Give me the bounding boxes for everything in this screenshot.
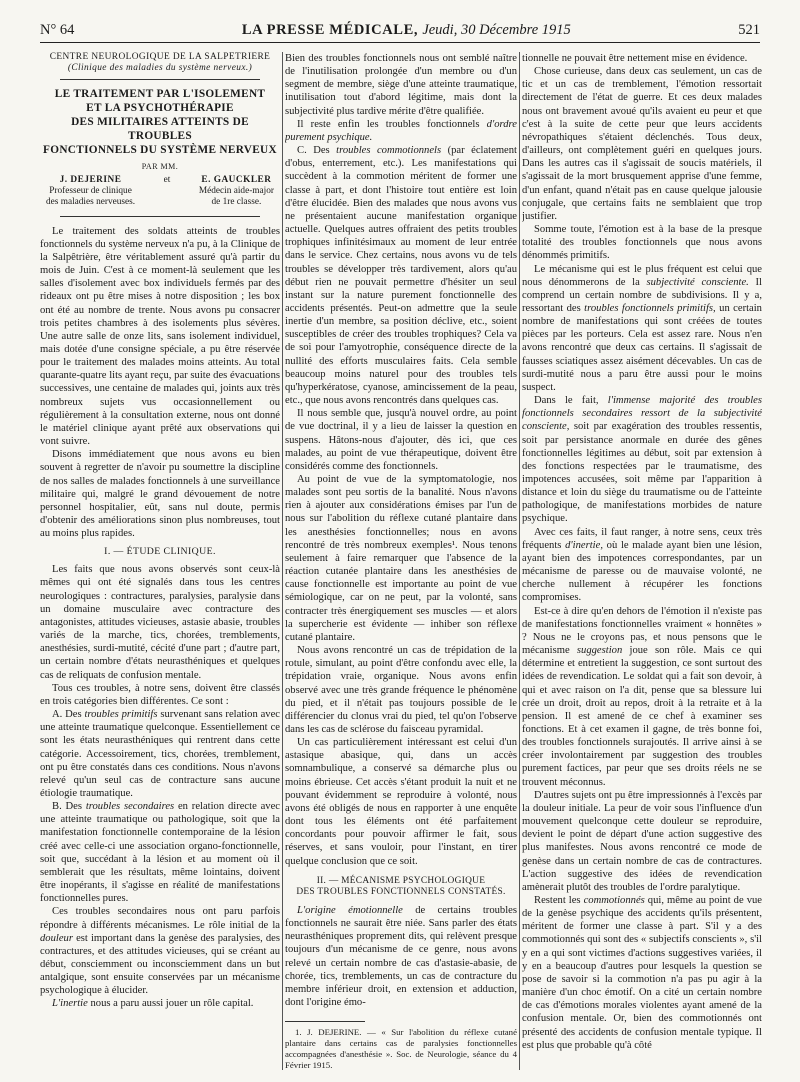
paragraph: Tous ces troubles, à notre sens, doivent être classés en trois catégories bien différentes. Ce sont : [40,682,280,707]
section-heading-clinical: I. — ÉTUDE CLINIQUE. [104,546,216,558]
article-title: LE TRAITEMENT PAR L'ISOLEMENT ET LA PSYCHOTHÉRAPIE DES MILITAIRES ATTEINTS DE TROUBLES FONCTIONNELS DU SYSTÈME NERVEUX [43,87,277,157]
paragraph: Au point de vue de la symptomatologie, nos malades sont peu sortis de la banalité. Nous n'avons rien à ajouter aux considérations émises par l'un de nous sur l'abolition du réflexe cutané plantaire dans les anesthésies fonctionnelles; nous en avons rencontré de très nombreux exemples¹. Nous tenons seulement à faire remarquer que l'absence de la réaction cutanée plantaire dans les anesthésies de cause fonctionnelle est importante au point de vue sémiologique, car on ne peut, par la volonté, sans contracter très énergiquement ses muscles — et alors la supercherie est évidente — inhiber son réflexe cutané plantaire. [285,474,517,643]
column-1 [40,52,280,1072]
column-3 [522,52,762,1072]
paragraph: D'autres sujets ont pu être impressionnés à l'excès par la douleur initiale. La peur de voir sous l'influence d'un mouvement quelconque cette douleur se reproduire, devient le point de départ d'une action suggestive des plus manifestes. Nous avons rencontré ce mode de genèse dans un certain nombre de cas de contractures. L'action suggestive des idées de revendication amènerait plutôt des troubles de l'ordre paralytique. [522,789,762,893]
paragraph: Restent les commotionnés qui, même au point de vue de la genèse psychique des accidents qu'ils présentent, méritent de former une classe à part. S'il y a des commotionnés qui sont des « subjectifs conscients », s'il y en a qui sont victimes d'actions suggestives variées, il y en a beaucoup d'autres pour lesquels la question se pose de savoir si la commotion n'a pas pu agir à la manière d'un choc émotif. On a cité un certain nombre de cas d'émotions morales violentes ayant amené de la confusion mentale. Or, bien des commotionnés ont présenté des accidents de confusion mentale typique. Il est plus que probable qu'à côté [522,895,762,1051]
paragraph: tionnelle ne pouvait être nettement mise en évidence. [522,53,748,64]
author-conjunction: et [163,175,171,186]
author-dejerine: J. DEJERINE Professeur de clinique des maladies nerveuses. [46,175,136,208]
paragraph: Avec ces faits, il faut ranger, à notre sens, ceux très fréquents d'inertie, où le malade ayant bien une lésion, ayant bien des impotences correspondantes, par un mécanisme de paresse ou de mauvaise volonté, ne cherche nullement à récupérer les fonctions compromises. [522,526,762,604]
paragraph: Les faits que nous avons observés sont ceux-là mêmes qui ont été signalés dans tous les centres neurologiques : contractures, paralysies, paralysie dans un domaine musculaire avec contracture des antagonistes, attitudes vicieuses, astasie abasie, troubles variés de la marche, tics, chorées, tremblements, anesthésies, surdi-mutité, cécité d'une part ; d'autre part, un certain nombre d'états neurasthéniques et quelques cas de reliquats de confusion mentale. [40,564,280,681]
authors-rule [60,216,260,217]
paragraph: Nous avons rencontré un cas de trépidation de la rotule, simulant, au point d'être confondu avec elle, la trépidation vraie, organique. Nous avons enfin observé avec une très grande fréquence le phénomène du pied, et il n'était pas toujours possible de le différencier du clonus vrai du pied, tel qu'on l'observe dans les cas de sclérose du faisceau pyramidal. [285,645,517,735]
footnote-rule [285,1021,365,1022]
paragraph: Est-ce à dire qu'en dehors de l'émotion il n'existe pas de manifestations fonctionnelles vraiment « honnêtes » ? Nous ne le croyons pas, et nous pensons que le mécanisme suggestion joue son rôle. Mais ce qui détermine et entretient la suggestion, ce sont surtout des idées de revendication. Le soldat qui a fait son devoir, à qui et avec raison on l'a dit, pense que sa blessure lui crée un droit, droit au repos, droit à la retraite et à la pension. Il est amené de ce chef à examiner ses fonctions. Et à cet examen il gagne, de très bonne foi, des troubles fonctionnels surajoutés. Il arrive ainsi à se créer involontairement par suggestion des troubles purement factices, par peur que ses droits réels ne se trouvent méconnus. [522,605,762,788]
paragraph-category-b: B. Des troubles secondaires en relation directe avec une atteinte traumatique ou pathologique, soit que la manifestation fonctionnelle contemporaine de la lésion créé avec celle-ci une association organo-fonctionnelle, soit que, succédant à la lésion et au moment où il semblerait que les résultats, même lointains, doivent être inopérants, il s'agisse en réalité de manifestations fonctionnelles pures. [40,801,280,905]
authors [46,175,274,208]
column-rule-1 [282,52,283,1070]
institution: CENTRE NEUROLOGIQUE DE LA SALPÊTRIÈRE [49,52,271,62]
paragraph: L'origine émotionnelle de certains troubles fonctionnels ne saurait être niée. Sans parler des états neurasthéniques proprement dits, qui relèvent presque toujours d'un mécanisme de ce genre, nous avons relevé un certain nombre de cas d'astasie-abasie, de chorée, tics, tremblements, un cas de contracture du membre inférieur droit, en extension et adduction, dont l'origine émo- [285,904,517,1008]
header-rule [40,42,760,43]
paragraph: Le traitement des soldats atteints de troubles fonctionnels du système nerveux n'a pu, à la Clinique de la Salpêtrière, être véritablement assuré qu'à partir du mois de Juin. C'est à ce moment-là seulement que les salles d'isolement avec box individuels fermés par des rideaux ont pu être mises à notre disposition ; les box ont été au nombre de trente. Nous avons pu consacrer trois petites chambres à des isolements plus sévères. Une autre salle de onze lits, sans isolement individuel, mais dotée d'une consigne spéciale, a pu être réservée pour le traitement des malades moins atteints. Au total quarante-quatre lits ayant reçu, par suite des évacuations successives, une centaine de malades qui, joints aux très nombreux sujets vus occasionnellement ou régulièrement à la consultation externe, nous ont donné le matériel clinique ayant prêté aux observations qui vont suivre. [40,225,280,448]
paragraph: Disons immédiatement que nous avons eu bien souvent à regretter de n'avoir pu soumettre la discipline de nos salles de malades fonctionnels à une surveillance militaire qui, malgré le grand dévouement de notre personnel hospitalier, eût, sans nul doute, permis d'obtenir des améliorations sinon plus nombreuses, tout au moins plus rapides. [40,449,280,540]
institution-subtitle: (Clinique des maladies du système nerveux.) [67,63,253,74]
paragraph-category-a: A. Des troubles primitifs survenant sans relation avec une atteinte traumatique quelconque. Essentiellement ce sont les états neurasthéniques qui rentrent dans cette catégorie. Accessoirement, tics, chorées, tremblement, ont pu être constatés dans ces conditions. Nous n'avons relevé qu'un seul cas de contracture sans aucune étiologie traumatique. [40,709,280,799]
column-2 [285,52,517,1072]
byline-par: PAR MM. [141,162,179,172]
paragraph-category-c: C. Des troubles commotionnels (par éclatement d'obus, enterrement, etc.). Les manifestations qui succèdent à la commotion méritent de former une classe à part, et dont l'histoire tout entière est loin d'être élucidée. Bien des malades que nous avons vus ne présentaient aucune manifestation organique actuelle. Quelques autres offraient des petits troubles trophiques infinitésimaux au moment de leur entrée dans le service. Chez certains, nous avons vu de tels troubles se développer très tardivement, alors qu'au début rien ne pouvait permettre d'hésiter un seul instant sur la nature purement fonctionnelle des accidents présentés. Peut-on admettre que la seule inertie d'un membre, sa position déclive, etc., soient susceptibles de créer des troubles trophiques? Cela va de soi pour l'amyotrophie, conséquence directe de la nullité des efforts musculaires faits. Cela semble beaucoup moins naturel pour des troubles tels qu'hyperkératose, cyanose, amincissement de la peau, etc., que nous avons rencontrés dans quelques cas. [285,145,517,407]
running-head [40,19,760,41]
paragraph: Le mécanisme qui est le plus fréquent est celui que nous dénommerons de la subjectivité consciente. Il comprend un certain nombre de subdivisions. Il y a, ressortant des troubles fonctionnels primitifs, un certain nombre de manifestations qui sont créées de toutes pièces par les porteurs. Cela est assez rare. Nous n'en avons rencontré que deux cas certains. Il s'agissait de fausses sciatiques assez aisément décevables. Un cas de surdi-mutité nous a paru être aussi pour le moins suspect. [522,263,762,393]
title-rule [60,79,260,80]
paragraph: Un cas particulièrement intéressant est celui d'un astasique abasique, qui, dans un accès somnambulique, a conservé sa démarche plus ou moins ébrieuse. Cet accès s'étant produit la nuit et ne pouvant évidemment se reproduire à volonté, nous avons été obligés de nous en rapporter à une enquête dont tous les éléments ont été parfaitement concordants pour pouvoir affirmer le fait, sous réserves, et sans vouloir, pour l'instant, en tirer quelque conclusion que ce soit. [285,737,517,867]
paragraph: Somme toute, l'émotion est à la base de la presque totalité des troubles fonctionnels que nous avons dénommés primitifs. [522,224,762,262]
section-heading-mechanism: II. — MÉCANISME PSYCHOLOGIQUE DES TROUBLES FONCTIONNELS CONSTATÉS. [296,875,506,898]
column-rule-2 [519,52,520,1070]
journal-name: LA PRESSE MÉDICALE, Jeudi, 30 Décembre 1915 [241,22,571,38]
issue-number: N° 64 [40,22,75,38]
paragraph: Chose curieuse, dans deux cas seulement, un cas de tic et un cas de tremblement, l'émotion ressortait directement de l'état de guerre. Et ces deux malades nous ont bravement avoué qu'ils avaient eu peur et que c'est à la suite de cette peur que leurs accidents névropathiques s'étaient déclenchés. Tous deux, d'ailleurs, ont complètement guéri en quelques jours. Dans les autres cas il s'agissait de soucis matériels, il s'agissait de la mort brusquement apprise d'une femme, d'un enfant, quand n'était pas en cause quelque jalousie conjugale, que certains faits ne semblaient que trop justifier. [522,66,762,222]
paragraph: Dans le fait, l'immense majorité des troubles fonctionnels secondaires ressort de la subjectivité consciente, soit par exagération des troubles ressentis, soit par persistance anormale en durée des gênes fonctionnelles légitimes au début, soit par extension à des fonctions respectées par le traumatisme, des impotences accusées, soit même par l'apparition à distance et loin du siège du traumatisme ou de l'atteinte pathologique, de manifestations morbides de nature psychique. [522,395,762,525]
page-number: 521 [738,22,760,38]
issue-date: Jeudi, 30 Décembre 1915 [422,22,571,38]
paragraph: Ces troubles secondaires nous ont paru parfois répondre à différents mécanismes. Le rôle initial de la douleur est important dans la genèse des paralysies, des contractures, et des attitudes vicieuses, qui se créant au début, consciemment ou inconsciemment dans un but antalgique, sont ensuite conservées par un mécanisme psychologique à élucider. [40,906,280,997]
footnote: 1. J. DEJERINE. — « Sur l'abolition du réflexe cutané plantaire dans certains cas de paralysies fonctionnelles accompagnées d'anesthésie ». Soc. de Neurologie, séance du 4 Février 1915. [285,1027,517,1070]
paragraph: Bien des troubles fonctionnels nous ont semblé naître de l'inutilisation prolongée d'un membre ou d'un segment de membre, siège d'une atteinte traumatique, inutilisation tout d'abord légitime, mais dont la subjectivité plus tardive mérite d'être qualifiée. [285,53,517,117]
paragraph: L'inertie nous a paru aussi jouer un rôle capital. [52,998,254,1010]
paragraph: Il nous semble que, jusqu'à nouvel ordre, au point de vue doctrinal, il y a lieu de laisser la question en suspens. Hâtons-nous d'ajouter, dès ici, que ces malades, au point de vue thérapeutique, doivent être considérés comme des fonctionnels. [285,408,517,472]
author-gauckler: E. GAUCKLER Médecin aide-major de 1re classe. [198,175,274,208]
paragraph: Il reste enfin les troubles fonctionnels d'ordre purement psychique. [285,118,517,143]
